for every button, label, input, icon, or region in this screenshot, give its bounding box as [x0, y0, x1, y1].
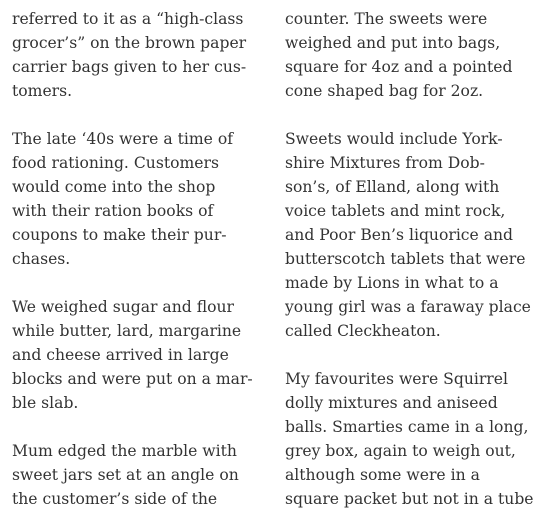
paragraph [12, 295, 274, 415]
text-line: and Poor Ben’s liquorice and [285, 226, 514, 244]
text-line: and cheese arrived in large [12, 346, 229, 364]
text-line: chases. [12, 250, 71, 268]
text-line: called Cleckheaton. [285, 322, 441, 340]
text-line: My favourites were Squirrel [285, 370, 508, 388]
paragraph [12, 7, 274, 103]
text-line: weighed and put into bags, [285, 34, 501, 52]
paragraph [285, 7, 534, 103]
text-line: sweet jars set at an angle on [12, 466, 239, 484]
text-line: dolly mixtures and aniseed [285, 394, 498, 412]
text-line: Mum edged the marble with [12, 442, 237, 460]
text-line: grey box, again to weigh out, [285, 442, 516, 460]
text-line: while butter, lard, margarine [12, 322, 242, 340]
paragraph [12, 439, 274, 511]
text-line: the customer’s side of the [12, 490, 218, 508]
text-line: ble slab. [12, 394, 79, 412]
text-line: Sweets would include York- [285, 130, 503, 148]
text-line: son’s, of Elland, along with [285, 178, 500, 196]
text-line: cone shaped bag for 2oz. [285, 82, 484, 100]
text-line: balls. Smarties came in a long, [285, 418, 529, 436]
text-line: shire Mixtures from Dob- [285, 154, 485, 172]
text-line: food rationing. Customers [12, 154, 219, 172]
text-line: with their ration books of [12, 202, 214, 220]
text-line: counter. The sweets were [285, 10, 488, 28]
text-line: We weighed sugar and flour [12, 298, 234, 316]
text-line: square for 4oz and a pointed [285, 58, 513, 76]
text-line: made by Lions in what to a [285, 274, 499, 292]
text-column-left [12, 7, 274, 526]
text-line: The late ‘40s were a time of [12, 130, 233, 148]
text-line: coupons to make their pur- [12, 226, 227, 244]
text-line: voice tablets and mint rock, [285, 202, 506, 220]
text-line: carrier bags given to her cus- [12, 58, 247, 76]
text-line: referred to it as a “high-class [12, 10, 244, 28]
paragraph [12, 127, 274, 271]
text-line: butterscotch tablets that were [285, 250, 526, 268]
text-line: square packet but not in a tube [285, 490, 534, 508]
paragraph [285, 127, 534, 343]
text-line: young girl was a faraway place [285, 298, 531, 316]
text-line: tomers. [12, 82, 73, 100]
text-line: grocer’s” on the brown paper [12, 34, 247, 52]
paragraph [285, 367, 534, 511]
text-line: although some were in a [285, 466, 480, 484]
text-line: would come into the shop [12, 178, 216, 196]
text-line: blocks and were put on a mar- [12, 370, 253, 388]
text-column-right [285, 7, 534, 526]
